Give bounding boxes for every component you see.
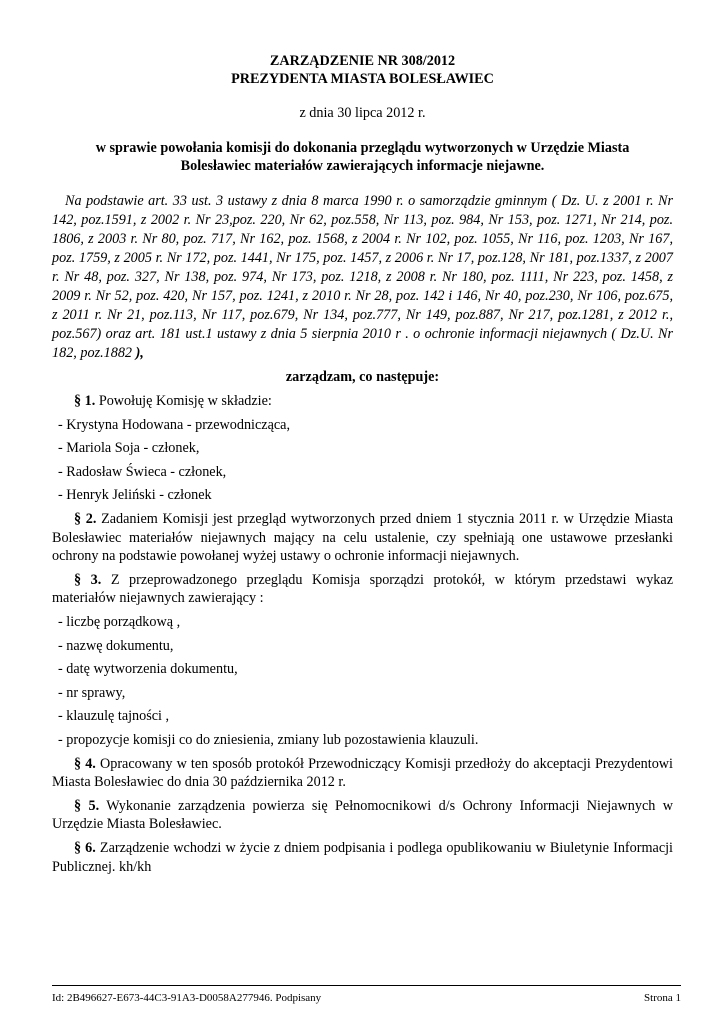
register-item: - liczbę porządkową , <box>58 613 181 630</box>
page-number: Strona 1 <box>644 992 681 1004</box>
footer-divider <box>52 985 681 986</box>
section-5 <box>52 797 673 834</box>
title-line-2: PREZYDENTA MIASTA BOLESŁAWIEC <box>231 71 494 87</box>
section-4-text: Opracowany w ten sposób protokół Przewodniczący Komisji przedłoży do akceptacji Prezydentowi Miasta Bolesławiec do dnia 30 października 2012 r. <box>52 755 673 791</box>
document-date: z dnia 30 lipca 2012 r. <box>299 105 426 121</box>
section-6-text: Zarządzenie wchodzi w życie z dniem podpisania i podlega opublikowaniu w Biuletynie Informacji Publicznej. kh/kh <box>52 839 673 875</box>
title-line-1: ZARZĄDZENIE NR 308/2012 <box>269 53 456 69</box>
member-item: - Krystyna Hodowana - przewodnicząca, <box>58 416 291 433</box>
register-item: - nr sprawy, <box>58 684 126 701</box>
legal-basis-text: Na podstawie art. 33 ust. 3 ustawy z dnia 8 marca 1990 r. o samorządzie gminnym ( Dz. U. z 2001 r. Nr 142, poz.1591, z 2002 r. Nr 23,poz. 220, Nr 62, poz.558, Nr 113, poz. 984, Nr 153, poz. 1271, Nr 214, poz. 1806, z 2003 r. Nr 80, poz. 717, Nr 162, poz. 1568, z 2004 r. Nr 102, poz. 1055, Nr 116, poz. 1203, Nr 167, poz. 1759, z 2005 r. Nr 172, poz. 1441, Nr 175, poz. 1457, z 2006 r. Nr 17, poz.128, Nr 181, poz.1337, z 2007 r. Nr 48, poz. 327, Nr 138, poz. 974, Nr 173, poz. 1218, z 2008 r. Nr 180, poz. 1111, Nr 223, poz. 1458, z 2009 r. Nr 52, poz. 420, Nr 157, poz. 1241, z 2010 r. Nr 28, poz. 142 i 146, Nr 40, poz.230, Nr 106, poz.675, z 2011 r. Nr 21, poz.113, Nr 117, poz.679, Nr 134, poz.777, Nr 149, poz.887, Nr 217, poz.1281, z 2012 r., poz.567) oraz art. 181 ust.1 ustawy z dnia 5 sierpnia 2010 r . o ochronie informacji niejawnych ( Dz.U. Nr 182, poz.1882 <box>52 192 673 362</box>
register-item: - datę wytworzenia dokumentu, <box>58 661 238 678</box>
section-2-sign: § 2. <box>74 511 97 527</box>
document-subject <box>52 139 673 176</box>
register-item: - propozycje komisji co do zniesienia, zmiany lub pozostawienia klauzuli. <box>58 731 479 748</box>
legal-basis-ending: ), <box>132 345 144 362</box>
section-1-text: Powołuję Komisję w składzie: <box>95 393 272 410</box>
subject-line-2: Bolesławiec materiałów zawierających informacje niejawne. <box>180 158 545 175</box>
section-2-text: Zadaniem Komisji jest przegląd wytworzonych przed dniem 1 stycznia 2011 r. w Urzędzie Miasta Bolesławiec materiałów niejawnych mający na celu ustalenie, czy spełniają one ustawowe przesłanki ochrony na podstawie powołanej wyżej ustawy o ochronie informacji niejawnych. <box>52 511 674 565</box>
section-5-text: Wykonanie zarządzenia powierza się Pełnomocnikowi d/s Ochrony Informacji Niejawnych w Urzędzie Miasta Bolesławiec. <box>52 797 673 833</box>
register-item: - nazwę dokumentu, <box>58 637 174 654</box>
register-item: - klauzulę tajności , <box>58 708 170 725</box>
member-item: - Henryk Jeliński - członek <box>58 487 212 504</box>
section-1 <box>52 392 673 411</box>
member-item: - Radosław Świeca - członek, <box>58 463 227 480</box>
document-title <box>52 52 673 88</box>
section-2 <box>52 510 673 566</box>
section-6-sign: § 6. <box>74 839 96 856</box>
document-body <box>52 52 673 876</box>
section-3-text: Z przeprowadzonego przeglądu Komisja sporządzi protokół, w którym przedstawi wykaz materiałów niejawnych zawierający : <box>52 571 673 607</box>
document-id: Id: 2B496627-E673-44C3-91A3-D0058A277946. Podpisany <box>52 992 322 1004</box>
section-5-sign: § 5. <box>74 797 100 814</box>
section-6 <box>52 839 673 876</box>
section-4 <box>52 755 673 792</box>
section-3 <box>52 571 673 608</box>
section-4-sign: § 4. <box>74 755 96 772</box>
legal-basis <box>52 192 673 364</box>
ordain-heading: zarządzam, co następuje: <box>285 369 440 386</box>
section-1-sign: § 1. <box>74 393 96 410</box>
subject-line-1: w sprawie powołania komisji do dokonania przeglądu wytworzonych w Urzędzie Miasta <box>95 139 630 156</box>
member-item: - Mariola Soja - członek, <box>58 440 200 457</box>
section-3-sign: § 3. <box>74 571 102 588</box>
